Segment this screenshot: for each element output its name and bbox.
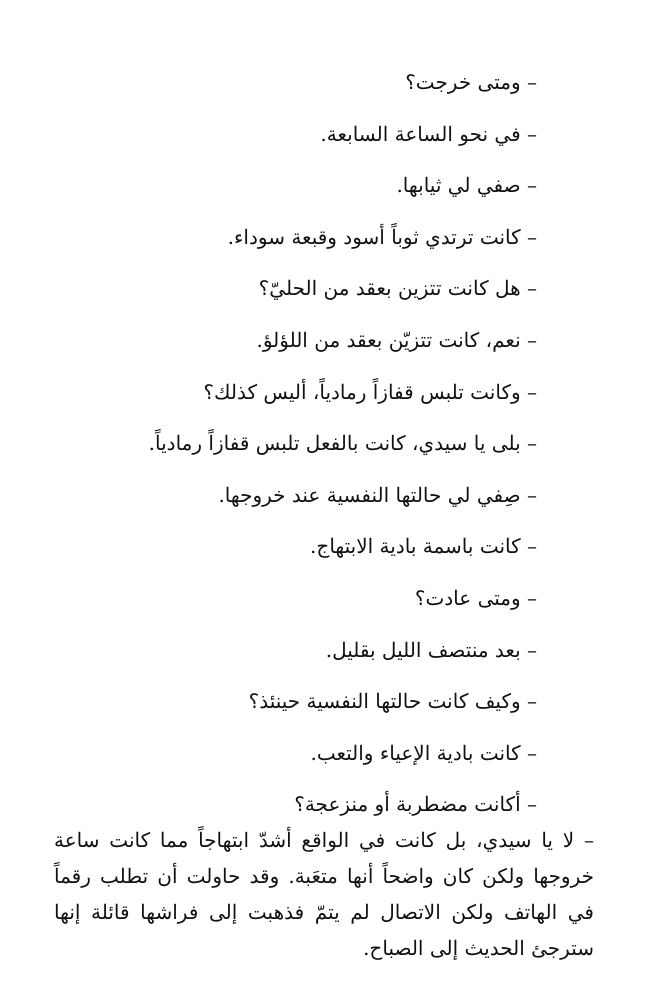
dialogue-line: – أكانت مضطربة أو منزعجة؟ — [294, 792, 537, 817]
dialogue-line: – نعم، كانت تتزيّن بعقد من اللؤلؤ. — [256, 327, 537, 352]
dialogue-line: – في نحو الساعة السابعة. — [320, 121, 537, 146]
dialogue-line: – وكيف كانت حالتها النفسية حينئذ؟ — [248, 689, 537, 714]
dialogue-line: – بعد منتصف الليل بقليل. — [325, 637, 537, 662]
dialogue-line: – كانت بادية الإعياء والتعب. — [310, 740, 537, 765]
dialogue-lines — [57, 57, 537, 831]
dialogue-line: – كانت باسمة بادية الابتهاج. — [310, 534, 537, 559]
dialogue-line: – بلى يا سيدي، كانت بالفعل تلبس قفازاً رمادياً. — [148, 431, 537, 456]
dialogue-line: – صِفي لي حالتها النفسية عند خروجها. — [218, 482, 537, 507]
final-paragraph: – لا يا سيدي، بل كانت في الواقع أشدّ ابتهاجاً مما كانت ساعة خروجها ولكن كان واضحاً أنها متعَبة. وقد حاولت أن تطلب رقماً في الهاتف ولكن الاتصال لم يتمّ فذهبت إلى فراشها قائلة إنها سترجئ الحديث إلى الصباح. — [54, 828, 594, 960]
dialogue-line: – صفي لي ثيابها. — [396, 173, 537, 198]
dialogue-line: – كانت ترتدي ثوباً أسود وقبعة سوداء. — [227, 224, 537, 249]
dialogue-line: – ومتى خرجت؟ — [405, 70, 537, 94]
dialogue-line: – وكانت تلبس قفازاً رمادياً، أليس كذلك؟ — [203, 379, 537, 404]
dialogue-line: – هل كانت تتزين بعقد من الحليّ؟ — [258, 276, 537, 301]
dialogue-line: – ومتى عادت؟ — [414, 585, 537, 610]
